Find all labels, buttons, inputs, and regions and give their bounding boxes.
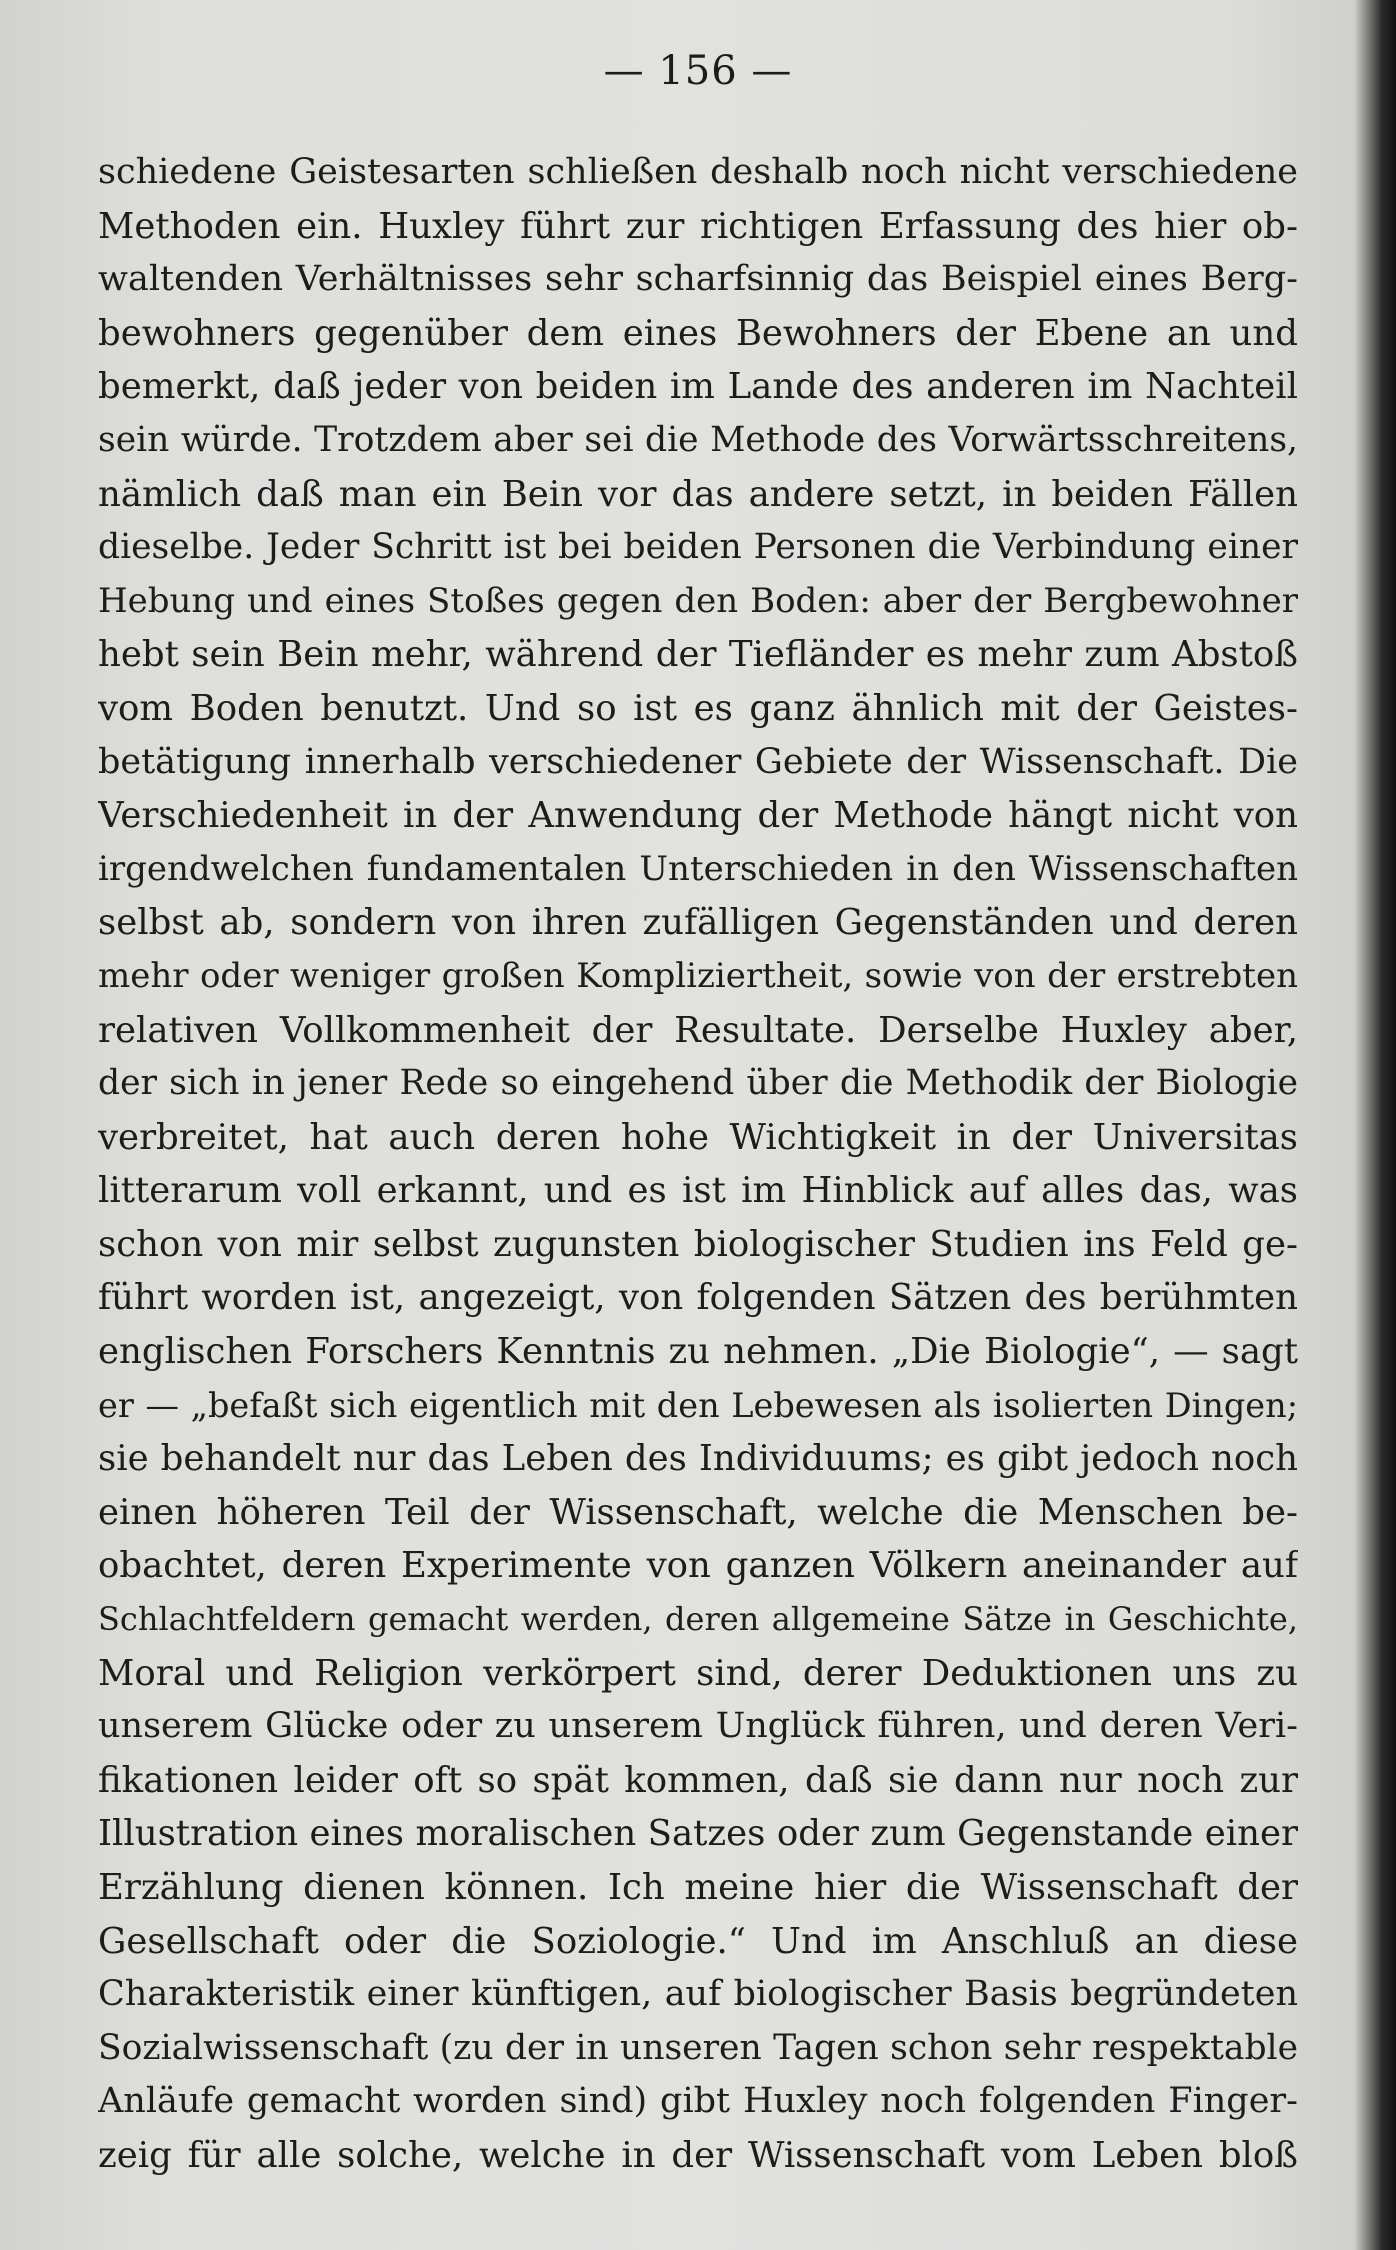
text-line: Illustration eines moralischen Satzes oder zum Gegenstande einer [98,1813,1298,1855]
text-line: englischen Forschers Kenntnis zu nehmen. „Die Biologie“, — sagt [98,1331,1298,1373]
text-line: schon von mir selbst zugunsten biologischer Studien ins Feld ge- [98,1223,1298,1265]
text-line: Gesellschaft oder die Soziologie.“ Und im Anschluß an diese [98,1920,1298,1962]
text-line: der sich in jener Rede so eingehend über die Methodik der Biologie [98,1063,1298,1104]
text-line: Methoden ein. Huxley führt zur richtigen Erfassung des hier ob- [98,205,1298,247]
text-line: betätigung innerhalb verschiedener Gebiete der Wissenschaft. Die [98,741,1298,782]
body-text [98,146,1298,2183]
text-line: zeig für alle solche, welche in der Wissenschaft vom Leben bloß [98,2134,1298,2176]
text-line: relativen Vollkommenheit der Resultate. Derselbe Huxley aber, [98,1009,1298,1051]
text-line: Anläufe gemacht worden sind) gibt Huxley noch folgenden Finger- [98,2081,1298,2122]
text-line: dieselbe. Jeder Schritt ist bei beiden Personen die Verbindung einer [98,527,1298,568]
text-line: Erzählung dienen können. Ich meine hier die Wissenschaft der [98,1867,1298,1908]
text-line: fikationen leider oft so spät kommen, daß sie dann nur noch zur [98,1759,1298,1801]
text-line: führt worden ist, angezeigt, von folgenden Sätzen des berühmten [98,1277,1298,1319]
text-line: schiedene Geistesarten schließen deshalb noch nicht verschiedene [98,152,1298,192]
text-line: obachtet, deren Experimente von ganzen Völkern aneinander auf [98,1545,1298,1587]
text-line: vom Boden benutzt. Und so ist es ganz ähnlich mit der Geistes- [98,687,1298,729]
text-line: mehr oder weniger großen Kompliziertheit, sowie von der erstrebten [98,955,1298,996]
text-line: Sozialwissenschaft (zu der in unseren Tagen schon sehr respektable [98,2027,1298,2068]
text-line: hebt sein Bein mehr, während der Tiefländer es mehr zum Abstoß [98,634,1298,676]
text-line: Moral und Religion verkörpert sind, derer Deduktionen uns zu [98,1652,1298,1694]
text-line: sein würde. Trotzdem aber sei die Methode des Vorwärtsschreitens, [98,419,1298,460]
text-line: verbreitet, hat auch deren hohe Wichtigkeit in der Universitas [98,1116,1298,1158]
text-line: bewohners gegenüber dem eines Bewohners der Ebene an und [98,312,1298,354]
text-line: sie behandelt nur das Leben des Individuums; es gibt jedoch noch [98,1438,1298,1480]
text-line: bemerkt, daß jeder von beiden im Lande des anderen im Nachteil [98,366,1298,408]
text-line: Charakteristik einer künftigen, auf biologischer Basis begründeten [98,1974,1298,2015]
text-line: Hebung und eines Stoßes gegen den Boden: aber der Bergbewohner [98,580,1298,621]
page-number: — 156 — [603,48,793,94]
text-line: unserem Glücke oder zu unserem Unglück führen, und deren Veri- [98,1706,1298,1747]
text-line: litterarum voll erkannt, und es ist im Hinblick auf alles das, was [98,1170,1298,1212]
text-line: einen höheren Teil der Wissenschaft, welche die Menschen be- [98,1491,1298,1533]
text-line: nämlich daß man ein Bein vor das andere setzt, in beiden Fällen [98,473,1298,515]
text-line: Verschiedenheit in der Anwendung der Methode hängt nicht von [98,795,1298,837]
text-line: waltenden Verhältnisses sehr scharfsinnig das Beispiel eines Berg- [98,259,1298,300]
text-line: er — „befaßt sich eigentlich mit den Lebewesen als isolierten Dingen; [98,1385,1298,1425]
text-line: irgendwelchen fundamentalen Unterschieden in den Wissenschaften [98,848,1298,889]
text-line: Schlachtfeldern gemacht werden, deren allgemeine Sätze in Geschichte, [98,1600,1298,1639]
text-line: selbst ab, sondern von ihren zufälligen Gegenständen und deren [98,902,1298,944]
